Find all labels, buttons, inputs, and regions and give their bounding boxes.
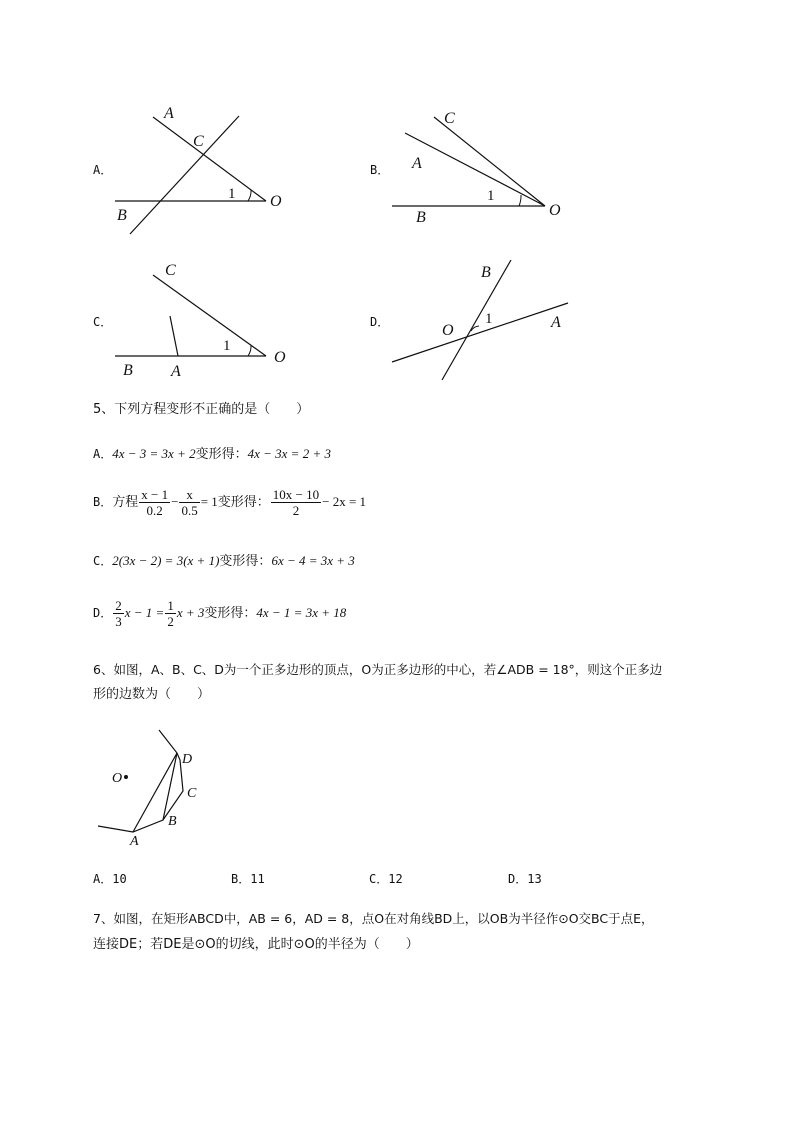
q4d-point-a: A	[551, 314, 561, 331]
q5-b-result-tail: − 2x = 1	[322, 494, 367, 509]
q4a-point-b: B	[117, 207, 127, 224]
q5-c-result: 6x − 4 = 3x + 3	[271, 553, 355, 568]
q4a-point-o: O	[270, 193, 282, 210]
q5-option-d-label: D．	[93, 606, 113, 620]
q4b-point-c: C	[444, 110, 455, 127]
q5-b-fraction-3: $\frac{10x - 10}{2}$	[272, 487, 320, 518]
q5-option-a	[93, 445, 331, 464]
q5-option-a-label: A．	[93, 447, 113, 461]
q7-stem-line-2: 连接DE；若DE是⊙O的切线，此时⊙O的半径为（ ）	[93, 937, 419, 952]
q4c-point-a: A	[171, 363, 181, 380]
q6-option-c-value: 12	[388, 872, 403, 886]
q6-option-c	[369, 870, 403, 889]
q4a-point-a: A	[164, 105, 174, 122]
q5-d-fraction-2: $\frac{1}{2}$	[167, 598, 174, 629]
q6-option-a-label: A．	[93, 872, 113, 886]
q4d-point-b: B	[481, 264, 491, 281]
q5-b-prefix: 方程	[112, 495, 139, 510]
q6-option-b	[231, 870, 265, 889]
q4-option-c-label: C．	[93, 315, 113, 329]
q6-option-a-value: 10	[112, 872, 127, 886]
q4c-point-c: C	[165, 262, 176, 279]
q5-b-fraction-2: $\frac{x}{0.5}$	[181, 487, 198, 518]
q5-a-transform-text: 变形得：	[195, 447, 248, 462]
q5-b-eq-tail: = 1	[200, 494, 218, 509]
q6-option-d-label: D．	[508, 872, 528, 886]
q6-stem-line-2: 形的边数为（ ）	[93, 687, 211, 702]
q4c-point-b: B	[123, 362, 133, 379]
q5-b-fraction-1: $\frac{x - 1}{0.2}$	[141, 487, 169, 518]
q6-point-d: D	[182, 752, 193, 767]
q6-option-c-label: C．	[369, 872, 389, 886]
q4b-angle-1: 1	[487, 188, 495, 204]
q4-option-b-label: B．	[370, 163, 390, 177]
q5-b-transform-text: 变形得：	[217, 495, 270, 510]
q4-figure-d	[385, 250, 585, 390]
q4-figure-a	[108, 100, 308, 240]
q6-option-d-value: 13	[527, 872, 542, 886]
q5-a-result: 4x − 3x = 2 + 3	[247, 446, 331, 461]
q5-d-mid-2: x + 3	[176, 605, 205, 620]
q6-option-d	[508, 870, 542, 889]
q4d-point-o: O	[442, 322, 454, 339]
q6-point-c: C	[187, 786, 197, 801]
q4c-point-o: O	[274, 349, 286, 366]
q4b-point-a: A	[412, 155, 422, 172]
q4a-angle-1: 1	[228, 186, 236, 202]
q5-option-b-label: B．	[93, 495, 113, 509]
q6-polygon-figure	[95, 725, 235, 855]
q6-stem-line-1: 6、如图，A、B、C、D为一个正多边形的顶点，O为正多边形的中心，若∠ADB = 18°，则这个正多边	[93, 662, 663, 677]
q6-point-b: B	[168, 814, 177, 829]
q4b-point-o: O	[549, 202, 561, 219]
q5-d-fraction-1: $\frac{2}{3}$	[115, 598, 122, 629]
q5-option-c	[93, 552, 355, 571]
q5-a-equation: 4x − 3 = 3x + 2	[112, 446, 196, 461]
q5-option-b: B．方程 $\frac{x - 1}{0.2}$ − $\frac{x}{0.5}$ = 1变形得： $\frac{10x - 10}{2}$ − 2x = 1	[93, 487, 367, 518]
q4-figure-b	[385, 100, 585, 240]
q6-point-o: O	[112, 771, 123, 786]
q4c-angle-1: 1	[223, 338, 231, 354]
q5-option-c-label: C．	[93, 554, 113, 568]
q6-option-a	[93, 870, 127, 889]
q6-option-b-label: B．	[231, 872, 251, 886]
q4-figure-c	[108, 255, 308, 395]
q5-d-mid-1: x − 1 =	[124, 605, 165, 620]
q4a-point-c: C	[193, 133, 204, 150]
q4-option-d-label: D．	[370, 315, 390, 329]
q4b-point-b: B	[416, 209, 426, 226]
q5-d-result: 4x − 1 = 3x + 18	[256, 605, 347, 620]
q5-d-transform-text: 变形得：	[204, 606, 257, 621]
q7-stem-line-1: 7、如图，在矩形ABCD中，AB = 6，AD = 8，点O在对角线BD上，以OB为半径作⊙O交BC于点E，	[93, 911, 654, 926]
q4d-angle-1: 1	[485, 311, 493, 327]
q6-point-a: A	[130, 834, 139, 849]
q5-stem: 5、下列方程变形不正确的是（ ）	[93, 402, 310, 417]
q5-c-equation: 2(3x − 2) = 3(x + 1)	[112, 553, 220, 568]
q5-c-transform-text: 变形得：	[219, 554, 272, 569]
q4-option-a-label: A．	[93, 163, 113, 177]
q6-option-b-value: 11	[250, 872, 265, 886]
q5-option-d	[93, 598, 346, 629]
